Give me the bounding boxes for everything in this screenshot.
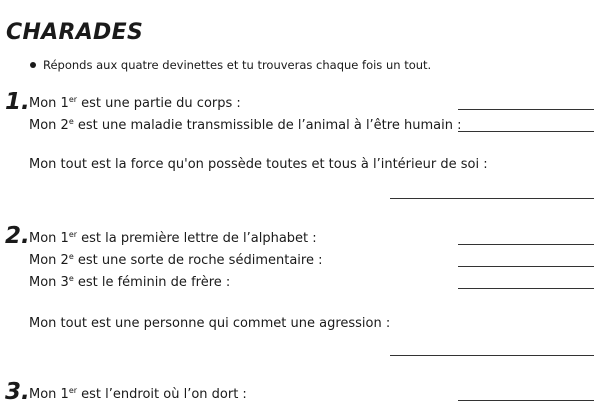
riddle-3-number: 3. [5, 379, 30, 405]
riddle-1-number: 1. [5, 89, 30, 115]
riddle-2-clue-1-answer[interactable] [458, 244, 594, 245]
instruction-text: Réponds aux quatre devinettes et tu trouveras chaque fois un tout. [43, 58, 432, 72]
riddle-1-clue-2: Mon 2e est une maladie transmissible de l’animal à l’être humain : [29, 117, 462, 133]
instruction [30, 58, 431, 72]
riddle-3-clue-1-answer[interactable] [458, 400, 594, 401]
riddle-1-whole-answer[interactable] [390, 198, 594, 199]
riddle-2-whole: Mon tout est une personne qui commet une agression : [29, 316, 391, 331]
riddle-1-whole: Mon tout est la force qu'on possède toutes et tous à l’intérieur de soi : [29, 157, 488, 172]
riddle-1-clue-1-answer[interactable] [458, 109, 594, 110]
riddle-2-clue-3-answer[interactable] [458, 288, 594, 289]
bullet-icon [30, 62, 36, 68]
riddle-2-clue-3: Mon 3e est le féminin de frère : [29, 274, 231, 290]
riddle-1-clue-1: Mon 1er est une partie du corps : [29, 95, 241, 111]
riddle-2-number: 2. [5, 223, 30, 249]
riddle-2-whole-answer[interactable] [390, 355, 594, 356]
riddle-2-clue-1: Mon 1er est la première lettre de l’alphabet : [29, 230, 317, 246]
page-title: CHARADES [6, 20, 144, 45]
riddle-3-clue-1: Mon 1er est l’endroit où l’on dort : [29, 386, 247, 402]
riddle-2-clue-2: Mon 2e est une sorte de roche sédimentaire : [29, 252, 323, 268]
riddle-1-clue-2-answer[interactable] [458, 131, 594, 132]
riddle-2-clue-2-answer[interactable] [458, 266, 594, 267]
